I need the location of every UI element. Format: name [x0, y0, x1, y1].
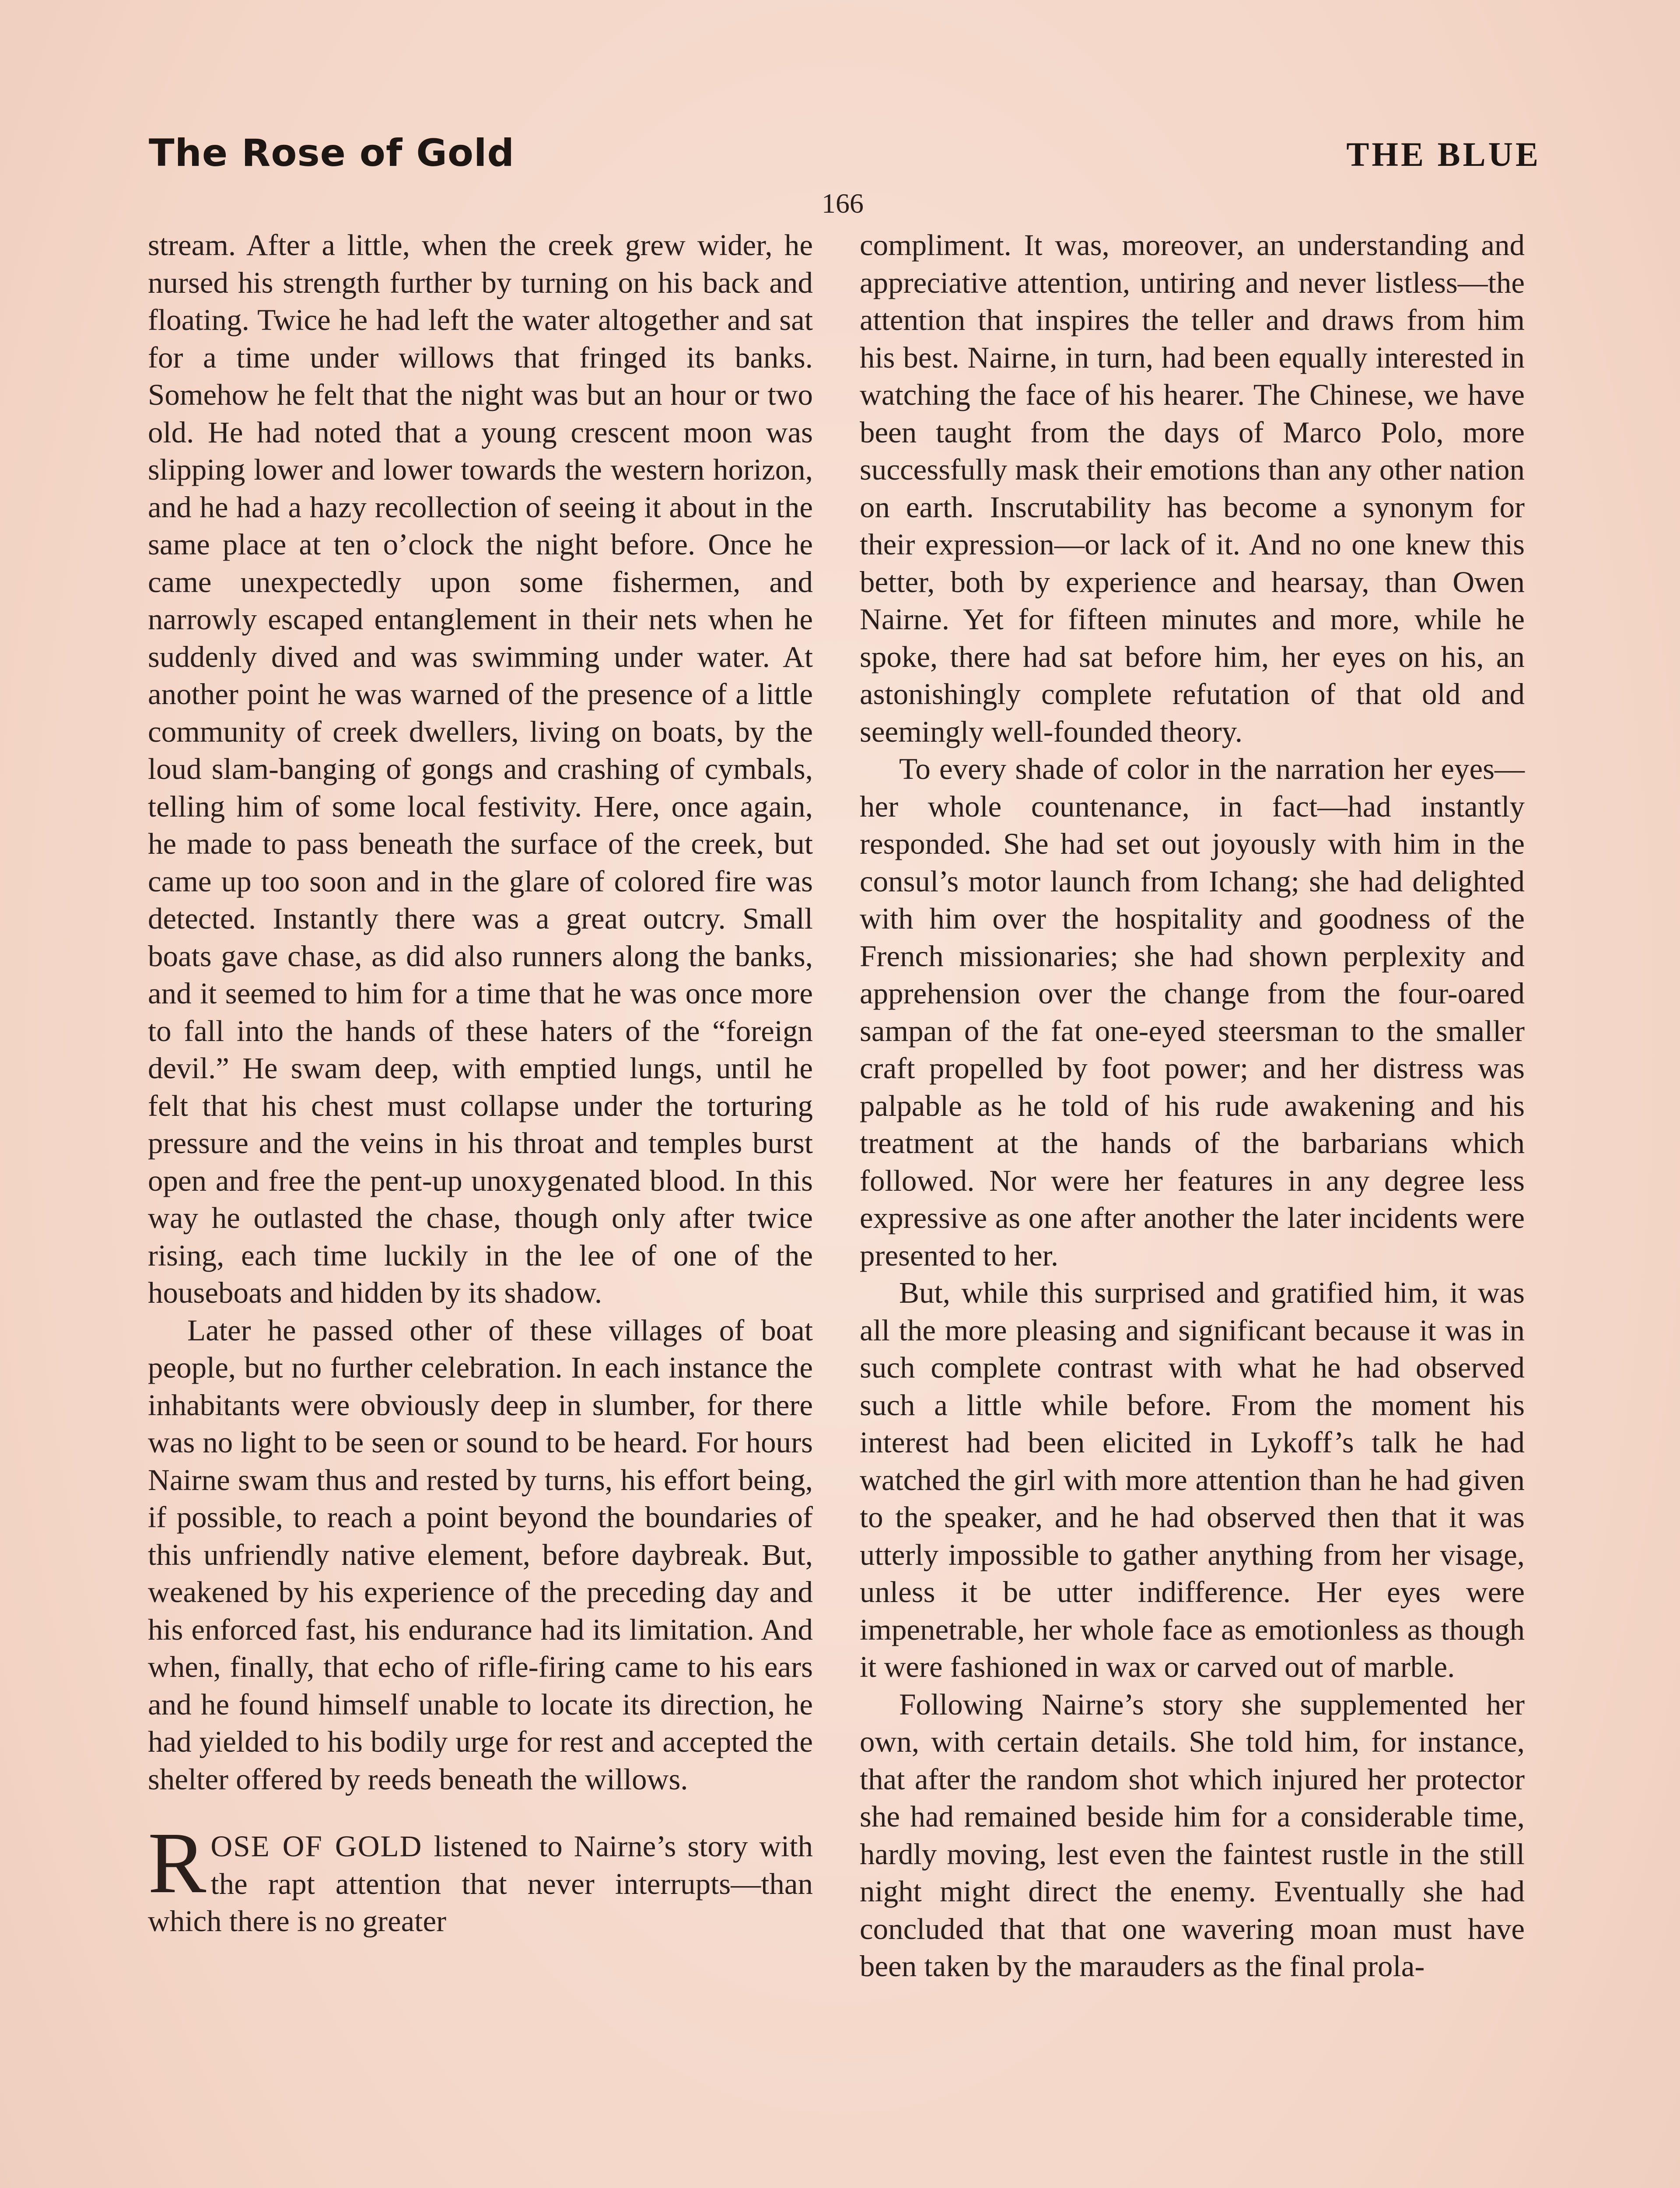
- running-head-title: The Rose of Gold: [149, 131, 515, 175]
- paragraph: compliment. It was, moreover, an understanding and appreciative attention, untiring and never listless—the attention that inspires the teller and draws from him his best. Nairne, in turn, had been equally interested in watching the face of his hearer. The Chinese, we have been taught from the days of Marco Polo, more successfully mask their emotions than any other nation on earth. Inscrutability has become a synonym for their expression—or lack of it. And no one knew this better, both by experience and hearsay, than Owen Nairne. Yet for fifteen minutes and more, while he spoke, there had sat before him, her eyes on his, an astonishingly complete refutation of that old and seemingly well-founded theory.: [860, 228, 1525, 748]
- paragraph: stream. After a little, when the creek grew wider, he nursed his strength further by turning on his back and floating. Twice he had left the water altogether and sat for a time under willows that fringed its banks. Somehow he felt that the night was but an hour or two old. He had noted that a young crescent moon was slipping lower and lower towards the western horizon, and he had a hazy recollection of seeing it about in the same place at ten o’clock the night before. Once he came unexpectedly upon some fishermen, and narrowly escaped entanglement in their nets when he suddenly dived and was swimming under water. At another point he was warned of the presence of a little community of creek dwellers, living on boats, by the loud slam-banging of gongs and crashing of cymbals, telling him of some local festivity. Here, once again, he made to pass beneath the surface of the creek, but came up too soon and in the glare of colored fire was detected. Instantly there was a great outcry. Small boats gave chase, as did also runners along the banks, and it seemed to him for a time that he was once more to fall into the hands of these haters of the “foreign devil.” He swam deep, with emptied lungs, until he felt that his chest must collapse under the torturing pressure and the veins in his throat and temples burst open and free the pent-up unoxygenated blood. In this way he outlasted the chase, though only after twice rising, each time luckily in the lee of one of the houseboats and hidden by its shadow.: [148, 228, 813, 1309]
- paragraph: Following Nairne’s story she supplemented her own, with certain details. She told him, for instance, that after the random shot which injured her protector she had remained beside him for a considerable time, hardly moving, lest even the faintest rustle in the still night might direct the enemy. Eventually she had concluded that that one wavering moan must have been taken by the marauders as the final prola-: [860, 1687, 1525, 1983]
- paragraph: Later he passed other of these villages of boat people, but no further celebration. In each instance the inhabitants were obviously deep in slumber, for there was no light to be seen or sound to be heard. For hours Nairne swam thus and rested by turns, his effort being, if possible, to reach a point beyond the boundaries of this unfriendly native element, before daybreak. But, weakened by his experience of the preceding day and his enforced fast, his endurance had its limitation. And when, finally, that echo of rifle-firing came to his ears and he found himself unable to locate its direction, he had yielded to his bodily urge for rest and accepted the shelter offered by reeds beneath the willows.: [148, 1313, 813, 1796]
- right-column: [860, 227, 1525, 1985]
- page-number: 166: [822, 188, 864, 219]
- paragraph-text: listened to Nairne’s story with the rapt attention that never interrupts—than which there is no greater: [148, 1830, 813, 1938]
- small-caps-lead: OSE OF GOLD: [210, 1830, 423, 1863]
- left-column: [148, 227, 813, 1940]
- drop-cap: R: [148, 1815, 206, 1911]
- running-head-magazine: THE BLUE: [1346, 135, 1541, 173]
- paragraph: To every shade of color in the narration her eyes—her whole countenance, in fact—had instantly responded. She had set out joyously with him in the consul’s motor launch from Ichang; she had delighted with him over the hospitality and goodness of the French missionaries; she had shown perplexity and apprehension over the change from the four-oared sampan of the fat one-eyed steersman to the smaller craft propelled by foot power; and her distress was palpable as he told of his rude awakening and his treatment at the hands of the barbarians which followed. Nor were her features in any degree less expressive as one after another the later incidents were presented to her.: [860, 752, 1525, 1272]
- section-opening-paragraph: [148, 1815, 813, 1940]
- paragraph: But, while this surprised and gratified him, it was all the more pleasing and significant because it was in such complete contrast with what he had observed such a little while before. From the moment his interest had been elicited in Lykoff’s talk he had watched the girl with more attention than he had given to the speaker, and he had observed then that it was utterly impossible to gather anything from her visage, unless it be utter indifference. Her eyes were impenetrable, her whole face as emotionless as though it were fashioned in wax or carved out of marble.: [860, 1276, 1525, 1683]
